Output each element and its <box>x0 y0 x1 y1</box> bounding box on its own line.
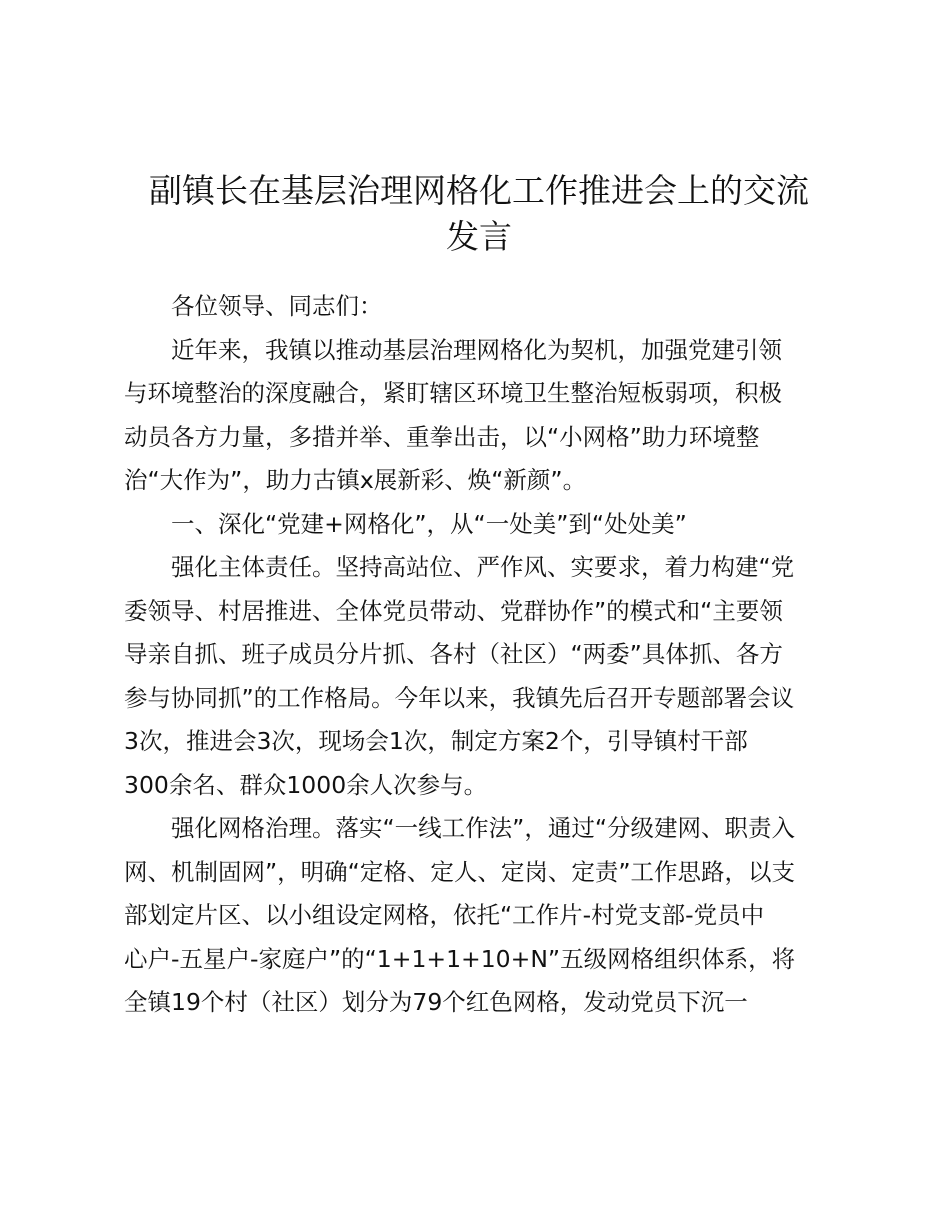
text-line: 强化主体责任。坚持高站位、严作风、实要求，着力构建“党 <box>171 553 795 581</box>
text-line: 治“大作为”，助力古镇x展新彩、焕“新颜”。 <box>124 466 587 494</box>
title-line: 发言 <box>446 217 512 256</box>
document-body <box>124 285 838 1025</box>
text-line: 部划定片区、以小组设定网格，依托“工作片-村党支部-党员中 <box>124 901 765 929</box>
text-line: 参与协同抓”的工作格局。今年以来，我镇先后召开专题部署会议 <box>124 683 795 712</box>
paragraph-responsibility <box>124 546 838 807</box>
title-line: 副镇长在基层治理网格化工作推进会上的交流 <box>149 171 809 210</box>
paragraph-grid-governance <box>124 807 838 1025</box>
text-line: 与环境整治的深度融合，紧盯辖区环境卫生整治短板弱项，积极 <box>124 379 782 407</box>
text-line: 导亲自抓、班子成员分片抓、各村（社区）“两委”具体抓、各方 <box>124 640 783 668</box>
text-line: 全镇19个村（社区）划分为79个红色网格，发动党员下沉一 <box>124 988 748 1016</box>
greeting: 各位领导、同志们： <box>171 292 383 320</box>
text-line: 3次，推进会3次，现场会1次，制定方案2个，引导镇村干部 <box>124 727 748 755</box>
text-line: 网、机制固网”，明确“定格、定人、定岗、定责”工作思路，以支 <box>124 857 796 886</box>
section-heading: 一、深化“党建+网格化”，从“一处美”到“处处美” <box>171 509 687 538</box>
paragraph-intro <box>124 329 838 503</box>
text-line: 委领导、村居推进、全体党员带动、党群协作”的模式和“主要领 <box>124 596 783 625</box>
text-line: 动员各方力量，多措并举、重拳出击，以“小网格”助力环境整 <box>124 422 760 451</box>
text-line: 强化网格治理。落实“一线工作法”，通过“分级建网、职责入 <box>171 814 796 842</box>
document-title <box>124 168 834 260</box>
text-line: 心户-五星户-家庭户”的“1+1+1+10+N”五级网格组织体系，将 <box>124 944 796 973</box>
text-line: 300余名、群众1000余人次参与。 <box>124 770 488 799</box>
text-line: 近年来，我镇以推动基层治理网格化为契机，加强党建引领 <box>171 335 782 364</box>
